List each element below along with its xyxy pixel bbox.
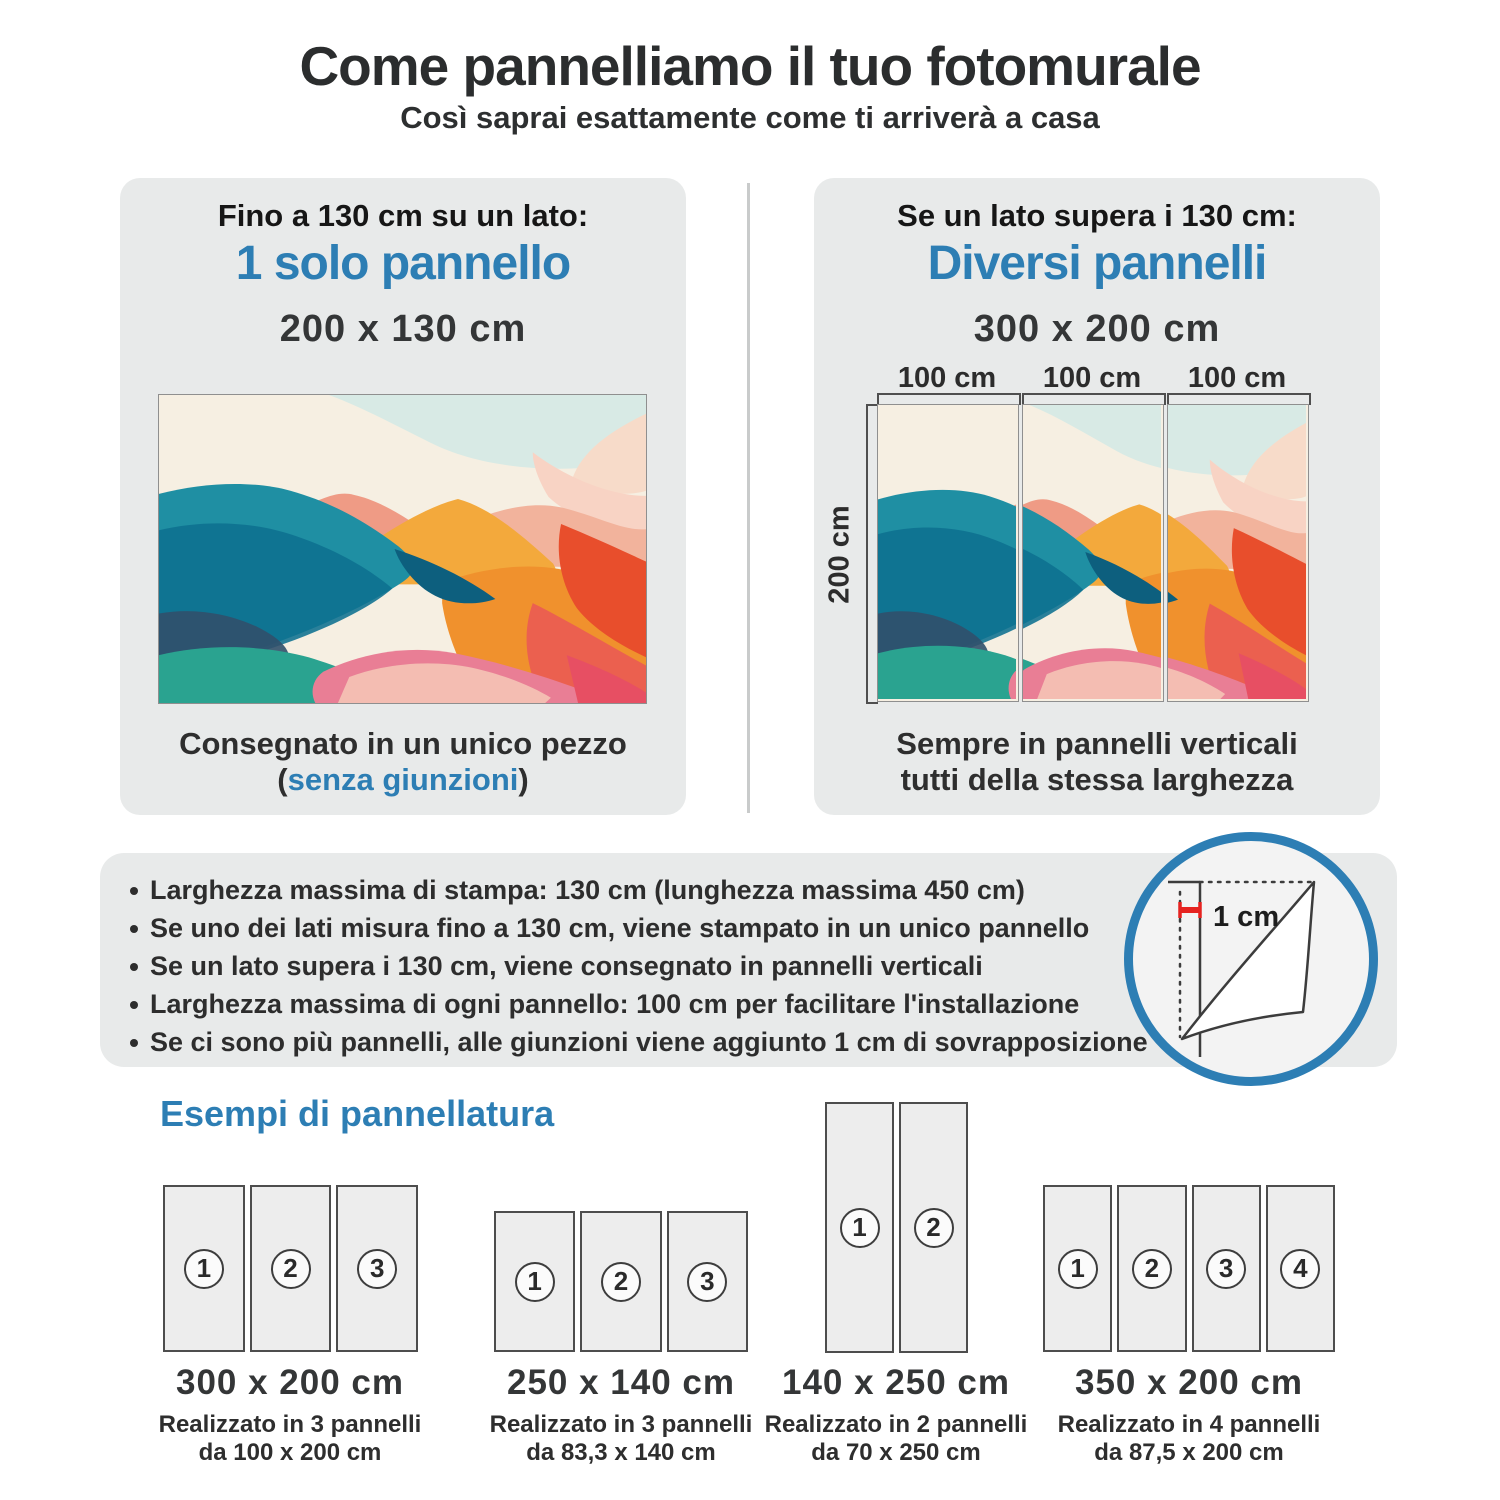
page-title: Come pannelliamo il tuo fotomurale xyxy=(299,35,1201,97)
width-label-2: 100 cm xyxy=(1042,362,1142,394)
example-caption-250x140 xyxy=(471,1363,771,1467)
notes-bullet-list xyxy=(126,871,1156,1061)
single-panel-caption-line2 xyxy=(120,762,686,798)
panel-number-badge: 1 xyxy=(1058,1249,1098,1289)
example-desc: Realizzato in 3 pannelli da 83,3 x 140 cm xyxy=(489,1411,753,1466)
note-bullet: Se uno dei lati misura fino a 130 cm, viene stampato in un unico pannello xyxy=(126,909,1156,947)
panel-number-badge: 3 xyxy=(1206,1249,1246,1289)
example-panels-140x250 xyxy=(825,1102,968,1353)
single-panel-headline: 1 solo pannello xyxy=(235,237,571,290)
example-caption-300x200 xyxy=(140,1363,440,1467)
example-panel xyxy=(899,1102,968,1353)
example-desc: Realizzato in 2 pannelli da 70 x 250 cm xyxy=(764,1411,1028,1466)
overlap-measure-label: 1 cm xyxy=(1213,901,1280,933)
example-panel xyxy=(336,1185,418,1352)
width-label-1: 100 cm xyxy=(897,362,997,394)
examples-heading: Esempi di pannellatura xyxy=(160,1093,555,1134)
vertical-divider xyxy=(747,183,750,813)
panel-number-badge: 2 xyxy=(914,1208,954,1248)
single-panel-mural-image xyxy=(158,394,647,704)
overlap-detail-badge xyxy=(1124,832,1378,1086)
example-size: 350 x 200 cm xyxy=(1074,1363,1303,1402)
single-panel-condition: Fino a 130 cm su un lato: xyxy=(217,198,589,233)
single-panel-size: 200 x 130 cm xyxy=(279,308,527,350)
multi-panel-caption-line1: Sempre in pannelli verticali xyxy=(896,726,1298,761)
multi-panel-size: 300 x 200 cm xyxy=(973,308,1221,350)
example-panel xyxy=(1266,1185,1335,1352)
multi-panel-condition: Se un lato supera i 130 cm: xyxy=(897,198,1297,233)
panel-number-badge: 1 xyxy=(184,1249,224,1289)
example-caption-140x250 xyxy=(746,1363,1046,1467)
caption-highlight: senza giunzioni xyxy=(287,762,519,797)
example-panels-250x140 xyxy=(494,1211,748,1352)
example-panel xyxy=(580,1211,661,1352)
example-panel xyxy=(667,1211,748,1352)
note-bullet: Larghezza massima di ogni pannello: 100 cm per facilitare l'installazione xyxy=(126,985,1156,1023)
single-panel-box xyxy=(120,178,686,815)
example-panel xyxy=(825,1102,894,1353)
example-panel xyxy=(1117,1185,1186,1352)
example-panels-350x200 xyxy=(1043,1185,1335,1352)
overlap-page-curl-icon xyxy=(1133,841,1369,1077)
example-size: 140 x 250 cm xyxy=(781,1363,1010,1402)
panel-number-badge: 2 xyxy=(271,1249,311,1289)
paren-open: ( xyxy=(277,762,288,797)
example-desc: Realizzato in 3 pannelli da 100 x 200 cm xyxy=(158,1411,422,1466)
single-panel-caption-line1: Consegnato in un unico pezzo xyxy=(179,726,627,761)
panel-number-badge: 1 xyxy=(840,1208,880,1248)
example-panels-300x200 xyxy=(163,1185,418,1352)
example-panel xyxy=(494,1211,575,1352)
panel-number-badge: 3 xyxy=(687,1262,727,1302)
mural-panel-1 xyxy=(877,404,1019,702)
width-label-3: 100 cm xyxy=(1187,362,1287,394)
page-subtitle: Così saprai esattamente come ti arriverà a casa xyxy=(400,100,1100,135)
panel-number-badge: 2 xyxy=(1132,1249,1172,1289)
example-caption-350x200 xyxy=(1039,1363,1339,1467)
example-panel xyxy=(1043,1185,1112,1352)
panel-number-badge: 1 xyxy=(515,1262,555,1302)
example-panel xyxy=(250,1185,332,1352)
example-size: 250 x 140 cm xyxy=(506,1363,735,1402)
paren-close: ) xyxy=(518,762,529,797)
mural-panel-3 xyxy=(1167,404,1309,702)
example-panel xyxy=(1192,1185,1261,1352)
note-bullet: Larghezza massima di stampa: 130 cm (lunghezza massima 450 cm) xyxy=(126,871,1156,909)
note-bullet: Se ci sono più pannelli, alle giunzioni viene aggiunto 1 cm di sovrapposizione xyxy=(126,1023,1156,1061)
multi-panel-headline: Diversi pannelli xyxy=(927,237,1267,290)
panel-number-badge: 3 xyxy=(357,1249,397,1289)
multi-panel-caption-line2: tutti della stessa larghezza xyxy=(900,762,1294,797)
panel-number-badge: 2 xyxy=(601,1262,641,1302)
multi-panel-box xyxy=(814,178,1380,815)
height-label: 200 cm xyxy=(823,505,856,604)
note-bullet: Se un lato supera i 130 cm, viene consegnato in pannelli verticali xyxy=(126,947,1156,985)
example-size: 300 x 200 cm xyxy=(175,1363,404,1402)
example-desc: Realizzato in 4 pannelli da 87,5 x 200 cm xyxy=(1057,1411,1321,1466)
panel-number-badge: 4 xyxy=(1280,1249,1320,1289)
example-panel xyxy=(163,1185,245,1352)
mural-panel-2 xyxy=(1022,404,1164,702)
